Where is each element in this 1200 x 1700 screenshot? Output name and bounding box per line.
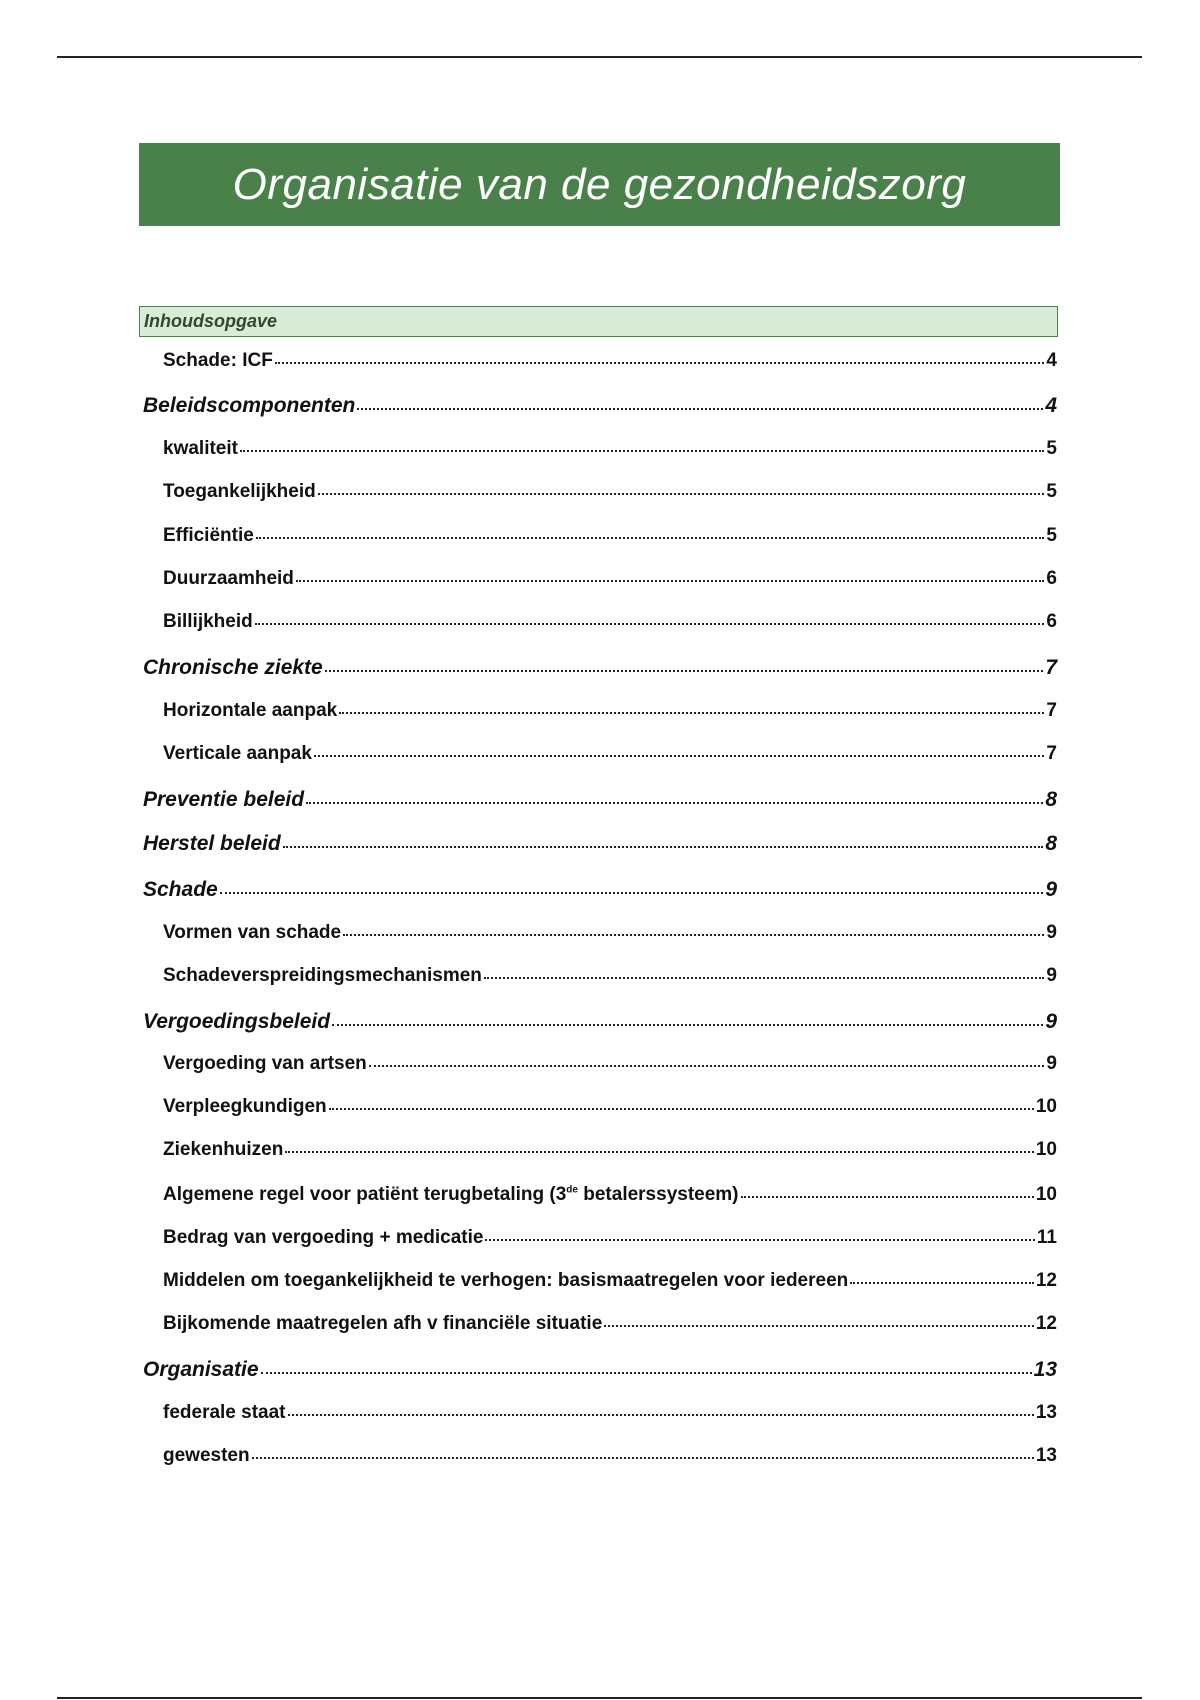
toc-entry-page: 9 (1046, 922, 1057, 943)
toc-entry-page: 10 (1035, 1139, 1057, 1160)
toc-entry-label: Ziekenhuizen (163, 1139, 284, 1160)
dot-leader (357, 408, 1043, 410)
dot-leader (329, 1108, 1034, 1110)
toc-entry-page: 5 (1046, 438, 1057, 459)
toc-entry[interactable] (143, 1358, 1057, 1384)
dot-leader (314, 755, 1044, 757)
toc-entry[interactable] (163, 1096, 1057, 1122)
toc-entry-label: Middelen om toegankelijkheid te verhogen: basismaatregelen voor iedereen (163, 1270, 849, 1291)
dot-leader (288, 1414, 1034, 1416)
toc-entry-label: Efficiëntie (163, 525, 254, 546)
toc-entry[interactable] (163, 700, 1057, 726)
toc-entry-label: Preventie beleid (143, 788, 305, 811)
toc-entry[interactable] (143, 788, 1057, 814)
dot-leader (850, 1282, 1034, 1284)
dot-leader (369, 1065, 1045, 1067)
toc-entry-label: Duurzaamheid (163, 568, 294, 589)
toc-entry[interactable] (163, 1227, 1057, 1253)
toc-entry-page: 7 (1046, 743, 1057, 764)
toc-entry[interactable] (163, 922, 1057, 948)
toc-entry-label: Vormen van schade (163, 922, 342, 943)
dot-leader (285, 1151, 1034, 1153)
toc-entry-label: Schade (143, 878, 218, 901)
toc-entry[interactable] (163, 611, 1057, 637)
dot-leader (240, 450, 1044, 452)
toc-entry-page: 13 (1035, 1402, 1057, 1423)
dot-leader (252, 1457, 1034, 1459)
toc-entry-page: 9 (1045, 878, 1057, 901)
toc-entry-page: 12 (1035, 1270, 1057, 1291)
toc-entry-label: Beleidscomponenten (143, 394, 356, 417)
toc-entry-label: Schadeverspreidingsmechanismen (163, 965, 482, 986)
toc-entry-page: 6 (1046, 568, 1057, 589)
dot-leader (275, 362, 1045, 364)
toc-entry-page: 7 (1046, 700, 1057, 721)
toc-entry-page: 9 (1046, 965, 1057, 986)
toc-entry-label: Chronische ziekte (143, 656, 323, 679)
toc-entry-page: 10 (1035, 1184, 1057, 1205)
dot-leader (296, 580, 1045, 582)
toc-entry[interactable] (143, 832, 1057, 858)
toc-entry-label: Herstel beleid (143, 832, 281, 855)
toc-entry[interactable] (163, 568, 1057, 594)
toc-entry-label: gewesten (163, 1445, 250, 1466)
toc-entry-label: Bedrag van vergoeding + medicatie (163, 1227, 484, 1248)
toc-entry[interactable] (163, 525, 1057, 551)
toc-entry[interactable] (143, 1010, 1057, 1036)
toc-entry-label: Algemene regel voor patiënt terugbetaling (3de betalerssysteem) (163, 1184, 739, 1205)
toc-entry[interactable] (143, 878, 1057, 904)
toc-entry-label: Bijkomende maatregelen afh v financiële situatie (163, 1313, 603, 1334)
toc-entry-page: 13 (1035, 1445, 1057, 1466)
toc-entry[interactable] (163, 1313, 1057, 1339)
toc-entry[interactable] (143, 656, 1057, 682)
dot-leader (255, 623, 1045, 625)
toc-entry-label: Billijkheid (163, 611, 253, 632)
toc-entry[interactable] (163, 965, 1057, 991)
toc-entry-page: 4 (1045, 394, 1057, 417)
toc-entry[interactable] (163, 1053, 1057, 1079)
toc-entry-page: 8 (1045, 788, 1057, 811)
toc-entry-page: 12 (1035, 1313, 1057, 1334)
toc-entry[interactable] (163, 1139, 1057, 1165)
toc-entry-label: Verticale aanpak (163, 743, 312, 764)
toc-entry[interactable] (143, 394, 1057, 420)
toc-entry-page: 11 (1036, 1227, 1057, 1248)
toc-entry-label: federale staat (163, 1402, 286, 1423)
toc-entry-page: 5 (1046, 481, 1057, 502)
toc-entry[interactable] (163, 1402, 1057, 1428)
dot-leader (484, 977, 1045, 979)
toc-entry-label: Toegankelijkheid (163, 481, 316, 502)
toc-entry[interactable] (163, 481, 1057, 507)
dot-leader (220, 892, 1044, 894)
toc-entry-page: 9 (1045, 1010, 1057, 1033)
toc-entry[interactable] (163, 350, 1057, 376)
toc-entry-label: Horizontale aanpak (163, 700, 338, 721)
toc-entry[interactable] (163, 743, 1057, 769)
dot-leader (256, 537, 1045, 539)
toc-entry[interactable] (163, 1445, 1057, 1471)
dot-leader (325, 670, 1044, 672)
toc-entry-page: 9 (1046, 1053, 1057, 1074)
dot-leader (343, 934, 1044, 936)
toc-entry[interactable] (163, 1184, 1057, 1210)
dot-leader (306, 802, 1043, 804)
dot-leader (741, 1196, 1034, 1198)
toc-entry-page: 13 (1033, 1358, 1057, 1381)
toc-entry-label: Verpleegkundigen (163, 1096, 327, 1117)
toc-entry-label: Organisatie (143, 1358, 259, 1381)
toc-entry-page: 10 (1035, 1096, 1057, 1117)
dot-leader (485, 1239, 1034, 1241)
toc-entry[interactable] (163, 438, 1057, 464)
document-title: Organisatie van de gezondheidszorg (232, 159, 967, 209)
toc-entry-page: 4 (1046, 350, 1057, 371)
toc-entry[interactable] (163, 1270, 1057, 1296)
toc-heading: Inhoudsopgave (144, 311, 278, 331)
toc-entry-label: Vergoeding van artsen (163, 1053, 367, 1074)
toc-entry-page: 5 (1046, 525, 1057, 546)
dot-leader (261, 1372, 1032, 1374)
toc-entry-label: Vergoedingsbeleid (143, 1010, 331, 1033)
toc-entry-page: 8 (1045, 832, 1057, 855)
dot-leader (339, 712, 1044, 714)
toc-entry-label: kwaliteit (163, 438, 238, 459)
toc-entry-label: Schade: ICF (163, 350, 273, 371)
dot-leader (332, 1024, 1043, 1026)
toc-entry-page: 6 (1046, 611, 1057, 632)
toc-entry-page: 7 (1045, 656, 1057, 679)
dot-leader (318, 493, 1045, 495)
bottom-rule (57, 1697, 1142, 1699)
dot-leader (283, 846, 1044, 848)
dot-leader (604, 1325, 1034, 1327)
